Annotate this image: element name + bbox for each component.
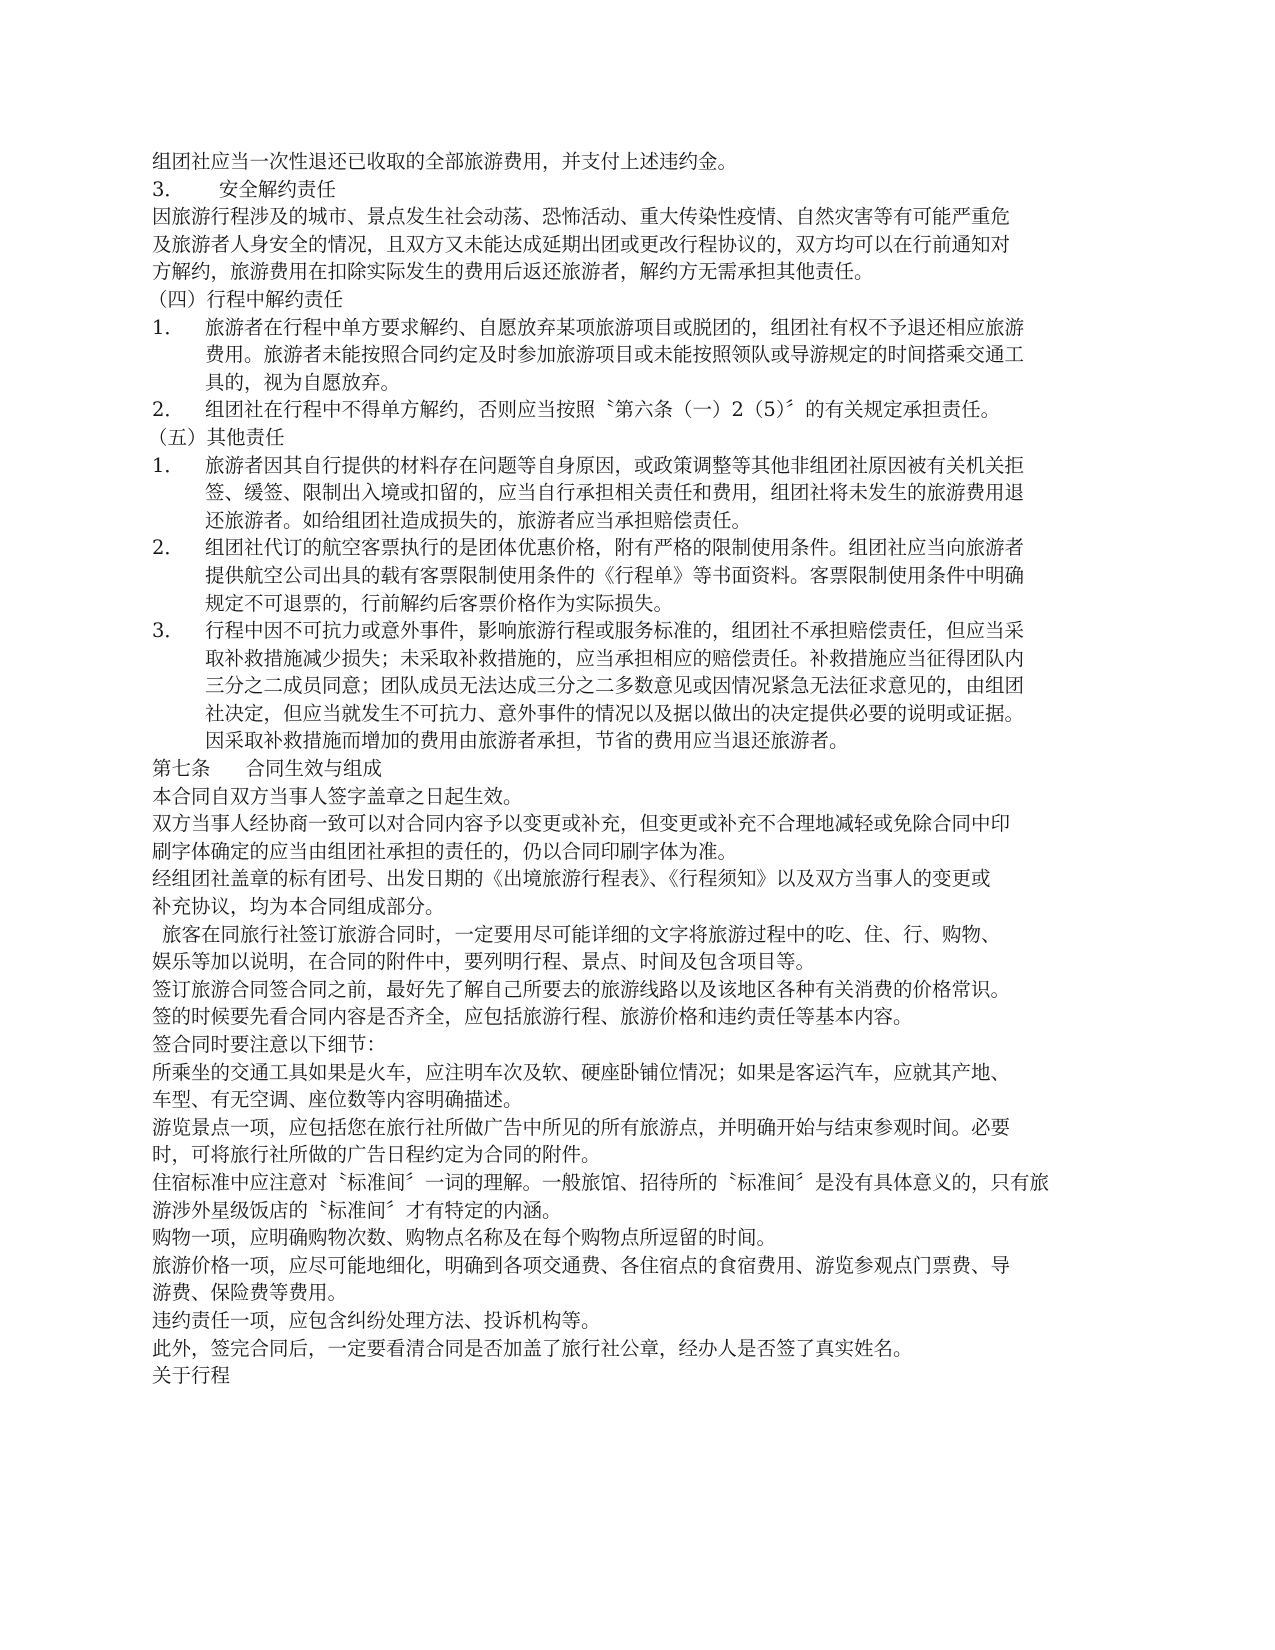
list-item bbox=[152, 534, 1127, 617]
list-item bbox=[152, 452, 1127, 535]
list-item bbox=[152, 314, 1127, 397]
list-item-number: 2． bbox=[152, 398, 184, 422]
text-line: 组团社代订的航空客票执行的是团体优惠价格，附有严格的限制使用条件。组团社应当向旅游者 bbox=[205, 536, 1025, 560]
text-line: 双方当事人经协商一致可以对合同内容予以变更或补充，但变更或补充不合理地减轻或免除合同中印 bbox=[152, 812, 1011, 836]
text-line: 关于行程 bbox=[152, 1364, 231, 1388]
text-line: 社决定，但应当就发生不可抗力、意外事件的情况以及据以做出的决定提供必要的说明或证据。 bbox=[205, 701, 1025, 725]
section-subheading: （四）行程中解约责任 bbox=[148, 287, 344, 311]
heading-number: 3． bbox=[152, 177, 184, 201]
text-line: 组团社应当一次性退还已收取的全部旅游费用，并支付上述违约金。 bbox=[152, 150, 738, 173]
text-line: 时，可将旅行社所做的广告日程约定为合同的附件。 bbox=[152, 1143, 601, 1167]
text-line: 违约责任一项，应包含纠纷处理方法、投诉机构等。 bbox=[152, 1308, 601, 1332]
paragraph bbox=[152, 1224, 1127, 1252]
text-line: 住宿标准中应注意对〝标准间〞一词的理解。一般旅馆、招待所的〝标准间〞是没有具体意义的，只有旅 bbox=[152, 1170, 1050, 1194]
paragraph bbox=[152, 1003, 1127, 1031]
text-line: 签的时候要先看合同内容是否齐全，应包括旅游行程、旅游价格和违约责任等基本内容。 bbox=[152, 1005, 913, 1029]
text-line: 因采取补救措施而增加的费用由旅游者承担，节省的费用应当退还旅游者。 bbox=[205, 729, 849, 753]
paragraph bbox=[152, 1252, 1127, 1307]
text-line: 旅游者在行程中单方要求解约、自愿放弃某项旅游项目或脱团的，组团社有权不予退还相应旅游 bbox=[205, 315, 1025, 339]
text-line: 刷字体确定的应当由组团社承担的责任的，仍以合同印刷字体为准。 bbox=[152, 839, 738, 863]
numbered-heading bbox=[152, 176, 1127, 204]
list-item bbox=[152, 396, 1127, 424]
text-line: 旅游价格一项，应尽可能地细化，明确到各项交通费、各住宿点的食宿费用、游览参观点门票费、导 bbox=[152, 1253, 1011, 1277]
text-line: 费用。旅游者未能按照合同约定及时参加旅游项目或未能按照领队或导游规定的时间搭乘交通工 bbox=[205, 343, 1025, 367]
text-line: 经组团社盖章的标有团号、出发日期的《出境旅游行程表》、《行程须知》以及双方当事人的变更或 bbox=[152, 867, 991, 891]
text-line: 补充协议，均为本合同组成部分。 bbox=[152, 895, 445, 919]
paragraph bbox=[152, 1335, 1127, 1363]
paragraph bbox=[152, 1031, 1127, 1059]
paragraph bbox=[152, 1169, 1127, 1224]
text-line: 旅客在同旅行社签订旅游合同时，一定要用尽可能详细的文字将旅游过程中的吃、住、行、购物、 bbox=[162, 922, 1001, 946]
text-line: 车型、有无空调、座位数等内容明确描述。 bbox=[152, 1088, 523, 1112]
paragraph bbox=[152, 810, 1127, 865]
paragraph bbox=[152, 976, 1127, 1004]
text-line: 娱乐等加以说明，在合同的附件中，要列明行程、景点、时间及包含项目等。 bbox=[152, 950, 816, 974]
article-heading bbox=[152, 755, 1127, 783]
heading-text: 安全解约责任 bbox=[218, 177, 336, 201]
list-item-number: 2． bbox=[152, 536, 184, 560]
text-line: 本合同自双方当事人签字盖章之日起生效。 bbox=[152, 784, 523, 808]
text-line: 签合同时要注意以下细节： bbox=[152, 1033, 387, 1056]
paragraph bbox=[152, 1362, 1127, 1390]
article-number: 第七条 bbox=[152, 757, 211, 781]
text-line: 规定不可退票的，行前解约后客票价格作为实际损失。 bbox=[205, 591, 674, 615]
text-line: 购物一项，应明确购物次数、购物点名称及在每个购物点所逗留的时间。 bbox=[152, 1226, 777, 1250]
text-line: 三分之二成员同意；团队成员无法达成三分之二多数意见或因情况紧急无法征求意见的，由组团 bbox=[205, 674, 1025, 698]
paragraph bbox=[152, 1307, 1127, 1335]
paragraph bbox=[152, 865, 1127, 920]
text-line: 还旅游者。如给组团社造成损失的，旅游者应当承担赔偿责任。 bbox=[205, 508, 752, 532]
list-item bbox=[152, 617, 1127, 755]
paragraph bbox=[152, 148, 1127, 176]
text-line: 所乘坐的交通工具如果是火车，应注明车次及软、硬座卧铺位情况；如果是客运汽车，应就其产地、 bbox=[152, 1060, 1011, 1084]
text-line: 游览景点一项，应包括您在旅行社所做广告中所见的所有旅游点，并明确开始与结束参观时间。必要 bbox=[152, 1115, 1011, 1139]
section-subheading: （五）其他责任 bbox=[148, 425, 285, 449]
paragraph bbox=[152, 203, 1127, 286]
text-line: 及旅游者人身安全的情况，且双方又未能达成延期出团或更改行程协议的，双方均可以在行前通知对 bbox=[152, 232, 1011, 256]
list-item-number: 1． bbox=[152, 315, 184, 339]
text-line: 提供航空公司出具的载有客票限制使用条件的《行程单》等书面资料。客票限制使用条件中明确 bbox=[205, 563, 1025, 587]
text-line: 具的，视为自愿放弃。 bbox=[205, 370, 401, 394]
text-line: 此外，签完合同后，一定要看清合同是否加盖了旅行社公章，经办人是否签了真实姓名。 bbox=[152, 1336, 913, 1360]
text-line: 因旅游行程涉及的城市、景点发生社会动荡、恐怖活动、重大传染性疫情、自然灾害等有可能严重危 bbox=[152, 205, 1011, 229]
list-item-number: 3． bbox=[152, 619, 184, 643]
list-item-number: 1． bbox=[152, 453, 184, 477]
paragraph bbox=[152, 1059, 1127, 1114]
paragraph bbox=[152, 783, 1127, 811]
document-page bbox=[148, 148, 1127, 1390]
article-title: 合同生效与组成 bbox=[245, 757, 383, 781]
paragraph bbox=[152, 1114, 1127, 1169]
text-line: 签、缓签、限制出入境或扣留的，应当自行承担相关责任和费用，组团社将未发生的旅游费用退 bbox=[205, 481, 1025, 505]
text-line: 取补救措施减少损失；未采取补救措施的，应当承担相应的赔偿责任。补救措施应当征得团队内 bbox=[205, 646, 1025, 670]
text-line: 签订旅游合同签合同之前，最好先了解自己所要去的旅游线路以及该地区各种有关消费的价格常识。 bbox=[152, 977, 1011, 1001]
text-line: 旅游者因其自行提供的材料存在问题等自身原因，或政策调整等其他非组团社原因被有关机关拒 bbox=[205, 453, 1025, 477]
text-line: 游涉外星级饭店的〝标准间〞才有特定的内涵。 bbox=[152, 1198, 562, 1222]
text-line: 组团社在行程中不得单方解约，否则应当按照〝第六条（一）2（5）〞的有关规定承担责任。 bbox=[205, 398, 1001, 422]
text-line: 行程中因不可抗力或意外事件，影响旅游行程或服务标准的，组团社不承担赔偿责任，但应当采 bbox=[205, 619, 1025, 643]
text-line: 游费、保险费等费用。 bbox=[152, 1281, 348, 1305]
paragraph bbox=[152, 921, 1127, 976]
text-line: 方解约，旅游费用在扣除实际发生的费用后返还旅游者，解约方无需承担其他责任。 bbox=[152, 260, 874, 284]
